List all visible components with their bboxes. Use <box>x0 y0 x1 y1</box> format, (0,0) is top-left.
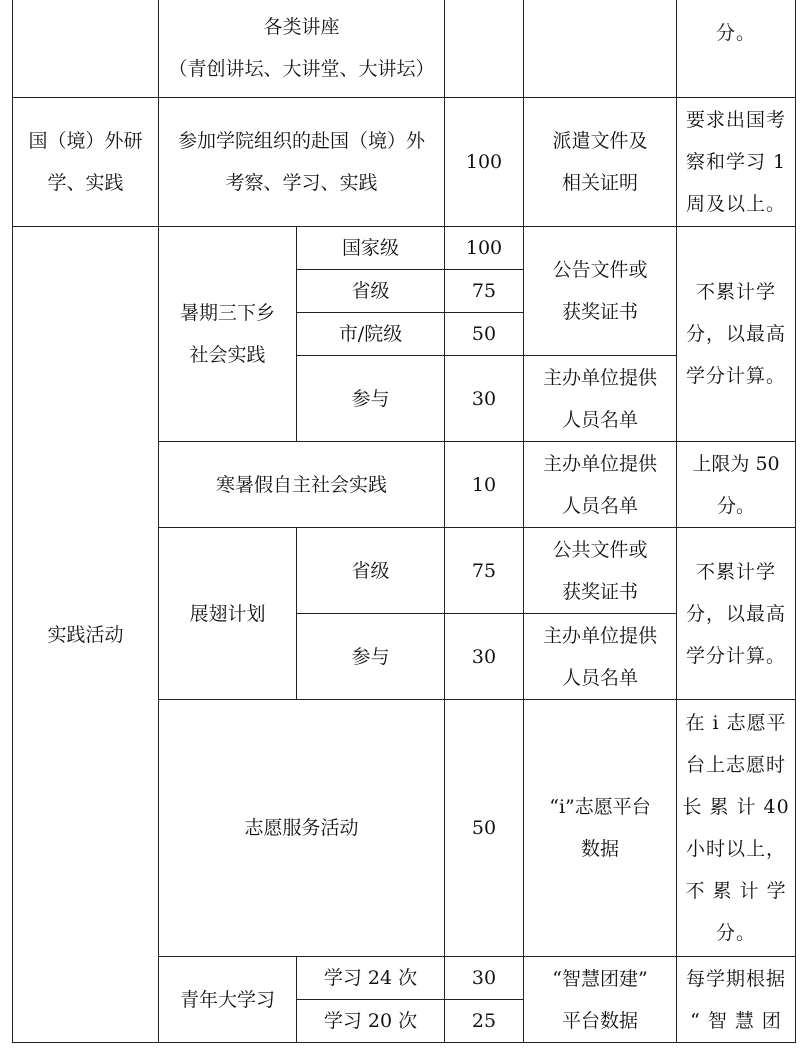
youth-level-cell: 学习 20 次 <box>297 1000 445 1043</box>
lecture-item-line: （青创讲坛、大讲堂、大讲坛） <box>168 58 435 80</box>
abroad-note-line: 察和学习 1 <box>685 151 787 173</box>
summer-note-line: 学分计算。 <box>686 365 787 387</box>
volunteer-item-cell: 志愿服务活动 <box>159 700 445 957</box>
lecture-score-cell <box>445 0 524 98</box>
summer-proof-list-cell <box>524 356 677 442</box>
zhanchi-proof-list-cell <box>524 614 677 700</box>
youth-note-cell <box>677 957 796 1043</box>
abroad-note-line: 周及以上。 <box>686 193 787 215</box>
youth-item-cell: 青年大学习 <box>159 957 297 1043</box>
volunteer-note-line: 台上志愿时 <box>686 754 787 776</box>
volunteer-note-line: 在 i 志愿平 <box>685 712 787 734</box>
zhanchi-note-line: 分，以最高 <box>686 602 787 625</box>
abroad-item-line: 参加学院组织的赴国（境）外 <box>178 130 426 152</box>
credit-table <box>12 0 796 1043</box>
summer-level-cell: 省级 <box>297 270 445 313</box>
youth-level-cell: 学习 24 次 <box>297 957 445 1000</box>
summer-proof-line: 主办单位提供 <box>543 366 658 389</box>
summer-level-cell: 国家级 <box>297 227 445 270</box>
summer-level-cell: 参与 <box>297 356 445 442</box>
summer-item-line: 暑期三下乡 <box>179 302 275 324</box>
zhanchi-proof-award-cell <box>524 528 677 614</box>
summer-score-cell: 50 <box>445 313 524 356</box>
youth-note-line: 每学期根据 <box>686 967 787 990</box>
row-summer-national <box>13 227 796 270</box>
zhanchi-score-cell: 75 <box>445 528 524 614</box>
youth-score-cell: 30 <box>445 957 524 1000</box>
lecture-note-cell <box>677 0 796 98</box>
summer-proof-line: 公告文件或 <box>552 259 648 281</box>
abroad-proof-cell <box>524 98 677 227</box>
summer-item-cell <box>159 227 297 442</box>
abroad-proof-line: 派遣文件及 <box>552 130 648 152</box>
summer-note-line: 分，以最高 <box>686 323 787 345</box>
zhanchi-proof-line: 主办单位提供 <box>543 624 658 647</box>
winter-note-cell <box>677 442 796 528</box>
row-lecture <box>13 0 796 98</box>
winter-note-line: 上限为 50 <box>692 452 780 475</box>
youth-note-line: “ 智 慧 团 <box>690 1009 782 1032</box>
youth-score-cell: 25 <box>445 1000 524 1043</box>
abroad-item-line: 考察、学习、实践 <box>225 172 378 194</box>
zhanchi-proof-line: 获奖证书 <box>562 580 639 603</box>
row-abroad <box>13 98 796 227</box>
summer-score-cell: 100 <box>445 227 524 270</box>
lecture-proof-cell <box>524 0 677 98</box>
summer-note-line: 不累计学 <box>696 281 777 303</box>
zhanchi-level-cell: 参与 <box>297 614 445 700</box>
lecture-item-cell <box>159 0 445 98</box>
abroad-category-line: 国（境）外研 <box>28 130 143 152</box>
abroad-score-cell: 100 <box>445 98 524 227</box>
practice-category-cell: 实践活动 <box>13 227 159 1043</box>
summer-score-cell: 75 <box>445 270 524 313</box>
winter-proof-line: 主办单位提供 <box>543 452 658 475</box>
zhanchi-note-cell <box>677 528 796 700</box>
volunteer-note-line: 小时以上， <box>686 838 787 860</box>
abroad-item-cell <box>159 98 445 227</box>
volunteer-proof-line: 数据 <box>581 838 620 860</box>
summer-proof-award-cell <box>524 227 677 356</box>
lecture-note-line: 分。 <box>716 22 757 44</box>
summer-note-cell <box>677 227 796 442</box>
youth-proof-cell <box>524 957 677 1043</box>
abroad-note-line: 要求出国考 <box>686 109 787 131</box>
winter-score-cell: 10 <box>445 442 524 528</box>
summer-item-line: 社会实践 <box>189 344 266 366</box>
summer-proof-line: 获奖证书 <box>562 301 639 323</box>
zhanchi-proof-line: 人员名单 <box>562 666 639 689</box>
abroad-note-cell <box>677 98 796 227</box>
zhanchi-item-cell: 展翅计划 <box>159 528 297 700</box>
zhanchi-note-line: 学分计算。 <box>686 644 787 667</box>
zhanchi-proof-line: 公共文件或 <box>552 538 648 561</box>
abroad-category-cell <box>13 98 159 227</box>
volunteer-note-line: 不 累 计 学 <box>685 880 787 902</box>
youth-proof-line: “智慧团建” <box>552 967 648 990</box>
volunteer-note-line: 分。 <box>716 922 757 944</box>
summer-level-cell: 市/院级 <box>297 313 445 356</box>
category-cell-empty <box>13 0 159 98</box>
zhanchi-score-cell: 30 <box>445 614 524 700</box>
winter-proof-cell <box>524 442 677 528</box>
winter-proof-line: 人员名单 <box>562 494 639 517</box>
volunteer-note-line: 长 累 计 40 <box>682 796 790 818</box>
zhanchi-note-line: 不累计学 <box>696 560 777 583</box>
volunteer-note-cell <box>677 700 796 957</box>
youth-proof-line: 平台数据 <box>562 1009 639 1032</box>
volunteer-score-cell: 50 <box>445 700 524 957</box>
abroad-proof-line: 相关证明 <box>562 172 639 194</box>
volunteer-proof-line: “i”志愿平台 <box>549 796 651 818</box>
summer-proof-line: 人员名单 <box>562 408 639 431</box>
lecture-item-line: 各类讲座 <box>263 16 340 38</box>
winter-note-line: 分。 <box>717 494 756 517</box>
volunteer-proof-cell <box>524 700 677 957</box>
zhanchi-level-cell: 省级 <box>297 528 445 614</box>
winter-item-cell: 寒暑假自主社会实践 <box>159 442 445 528</box>
summer-score-cell: 30 <box>445 356 524 442</box>
abroad-category-line: 学、实践 <box>47 172 124 194</box>
